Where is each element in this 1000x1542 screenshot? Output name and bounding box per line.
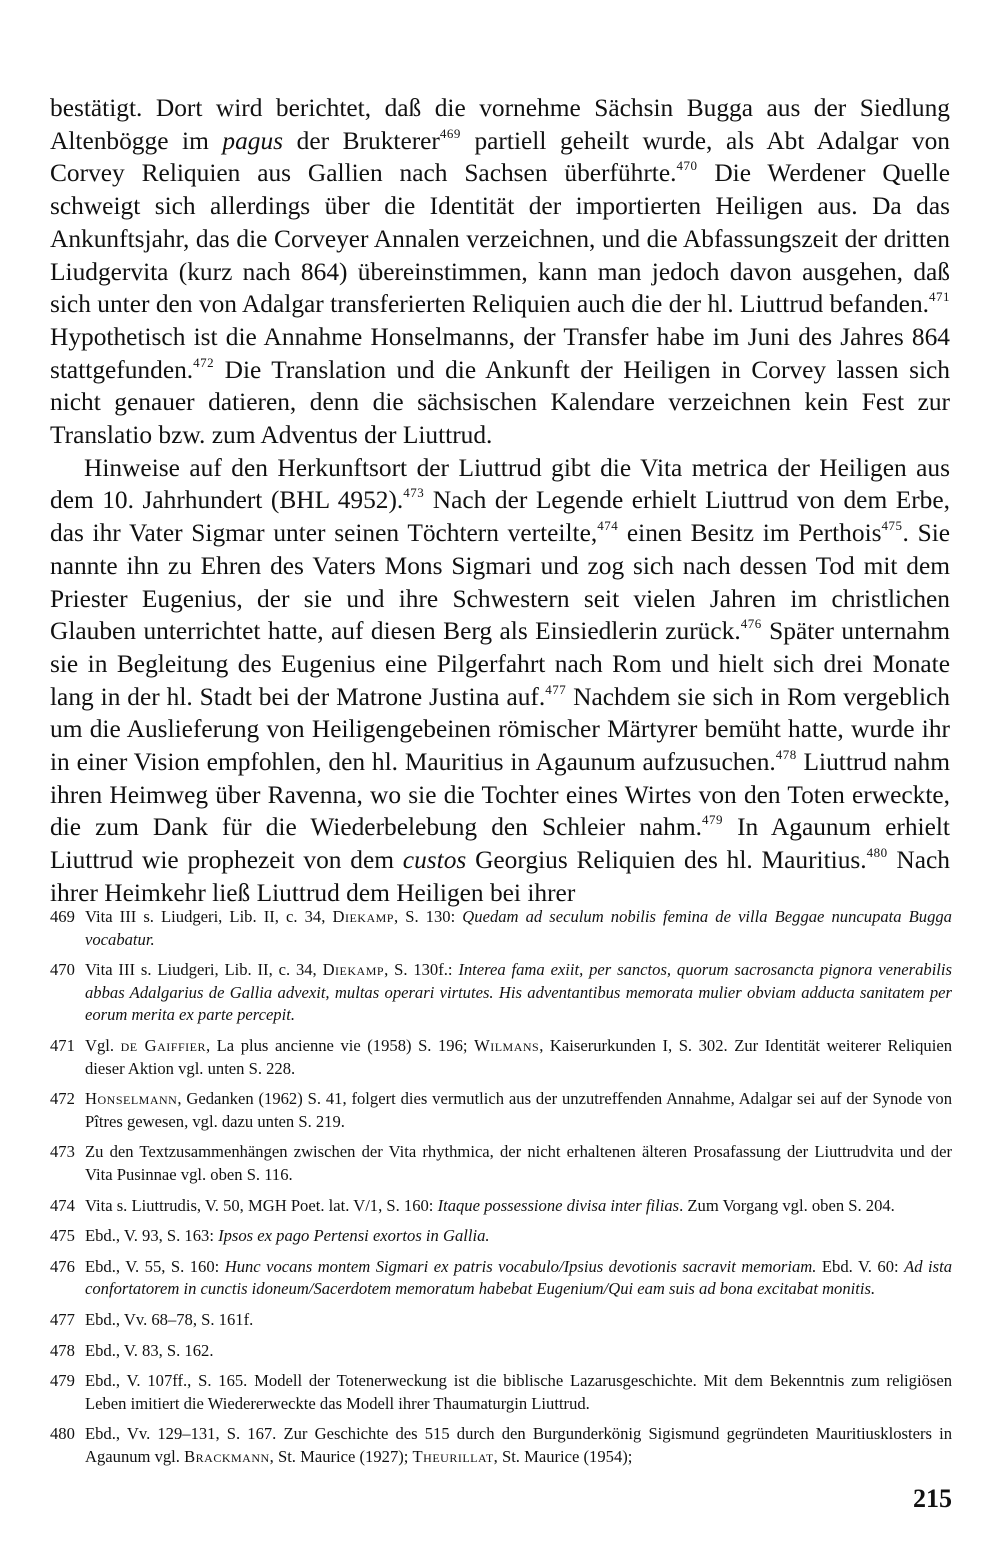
footnote-text: Ebd., V. 93, S. 163: — [85, 1226, 219, 1246]
footnote-ref-476[interactable]: 476 — [740, 616, 762, 632]
footnote-text: , S. 130: — [393, 907, 463, 926]
latin-quote: Interea fama exiit, per sanctos, quorum sacrosancta pignora venerabilis abbas Adalgarius de Gallia advexit, multas operari virtutes. His adventantibus memorata mulier obviam adducta sanitatem per eorum merita ex parte percepit. — [85, 960, 952, 1025]
page-number: 215 — [913, 1484, 952, 1513]
footnote-text: Ebd., Vv. 129–131, S. 167. Zur Geschichte des 515 durch den Burgunderkönig Sigismund gegründeten Mauritiusklosters in Agaunum vgl. — [85, 1424, 952, 1466]
footnote-ref-478[interactable]: 478 — [775, 747, 797, 763]
footnote-476 — [50, 1256, 952, 1301]
footnote-text: Vita III s. Liudgeri, Lib. II, c. 34, — [85, 960, 323, 980]
author-name: Wilmans — [474, 1035, 540, 1055]
text-span: Nach der Legende erhielt Liuttrud von dem Erbe, das ihr Vater Sigmar unter seinen Töchtern verteilte, — [50, 486, 950, 548]
footnote-number: 475 — [50, 1226, 75, 1246]
footnote-number: 480 — [50, 1424, 75, 1444]
text-span: einen Besitz im Perthois — [618, 519, 882, 548]
footnote-text: Ebd., V. 83, S. 162. — [85, 1340, 214, 1360]
text-span: partiell geheilt wurde, als Abt Adalgar von Corvey Reliquien aus Gallien nach Sachsen überführte. — [50, 126, 950, 188]
footnote-478 — [50, 1340, 952, 1363]
text-span: Die Translation und die Ankunft der Heiligen in Corvey lassen sich nicht genauer datieren, denn die sächsischen Kalendare verzeichnen kein Fest zur Translatio bzw. zum Adventus der Liuttrud. — [50, 355, 950, 450]
footnote-text: , Gedanken (1962) S. 41, folgert dies vermutlich aus der unzutreffenden Annahme, Adalgar sei auf der Synode von Pîtres gewesen, vgl. dazu unten S. 219. — [85, 1089, 952, 1131]
latin-quote: Ad ista confortatorem in cunctis idoneum/Sacerdotem memoratum habebat Eugenium/Qui eam suis ad bona excitabat monitis. — [85, 1256, 952, 1299]
footnote-ref-470[interactable]: 470 — [676, 158, 698, 174]
footnote-text: Vita s. Liuttrudis, V. 50, MGH Poet. lat. V/1, S. 160: — [85, 1195, 438, 1215]
footnote-477 — [50, 1309, 952, 1332]
footnote-text: , St. Maurice (1954); — [493, 1446, 633, 1466]
footnote-number: 471 — [50, 1035, 75, 1055]
text-span: Nachdem sie sich in Rom vergeblich um die Auslieferung von Heiligengebeinen römischer Märtyrer bemüht hatte, wurde ihr in einer Vision empfohlen, den hl. Mauritius in Agaunum aufzusuchen. — [50, 682, 950, 777]
footnote-ref-475[interactable]: 475 — [881, 518, 903, 534]
footnote-473 — [50, 1141, 952, 1186]
text-span: Georgius Reliquien des hl. Mauritius. — [466, 846, 867, 875]
text-span: Später unternahm sie in Begleitung des Eugenius eine Pilgerfahrt nach Rom und hielt sich drei Monate lang in der hl. Stadt bei der Matrone Justina auf. — [50, 617, 951, 711]
footnote-number: 473 — [50, 1142, 75, 1162]
latin-quote: Ipsos ex pago Pertensi exortos in Gallia. — [218, 1226, 490, 1246]
latin-quote: Quedam ad seculum nobilis femina de villa Beggae nuncupata Bugga vocabatur. — [85, 907, 952, 949]
footnote-text: Zu den Textzusammenhängen zwischen der Vita rhythmica, der nicht erhaltenen älteren Prosafassung der Liuttrudvita und der Vita Pusinnae vgl. oben S. 116. — [85, 1142, 952, 1184]
footnote-number: 477 — [50, 1309, 75, 1329]
footnote-ref-473[interactable]: 473 — [403, 485, 425, 501]
author-name: Theurillat — [412, 1446, 494, 1466]
text-span: bestätigt. Dort wird berichtet, daß die vornehme Sächsin Bugga aus der Siedlung Altenbögge im — [50, 94, 950, 155]
text-span: Liuttrud nahm ihren Heimweg über Ravenna, wo sie die Tochter eines Wirtes von den Toten erweckte, die zum Dank für die Wiederbelebung den Schleier nahm. — [50, 748, 950, 842]
footnote-470 — [50, 959, 952, 1027]
footnote-472 — [50, 1088, 952, 1133]
footnote-number: 479 — [50, 1371, 75, 1391]
emphasis-custos: custos — [402, 846, 467, 875]
footnote-text: , S. 130f.: — [384, 960, 459, 980]
text-span: der Brukterer — [283, 126, 440, 155]
footnotes-section — [50, 906, 952, 1476]
footnote-number: 474 — [50, 1195, 75, 1215]
footnote-ref-480[interactable]: 480 — [866, 845, 888, 861]
author-name: Brackmann — [184, 1446, 270, 1466]
paragraph-2 — [50, 452, 950, 910]
footnote-480 — [50, 1423, 952, 1468]
footnote-ref-469[interactable]: 469 — [439, 125, 461, 141]
latin-quote: Itaque possessione divisa inter filias — [437, 1195, 680, 1215]
footnote-475 — [50, 1225, 952, 1248]
paragraph-1 — [50, 92, 950, 452]
emphasis-pagus: pagus — [222, 126, 284, 155]
footnote-text: Ebd., V. 107ff., S. 165. Modell der Totenerweckung ist die biblische Lazarusgeschichte. Mit dem Bekenntnis zum religiösen Leben imitiert die Wiedererweckte das Modell ihrer Thaumaturgin Liuttrud. — [85, 1371, 952, 1413]
footnote-text: Ebd., V. 55, S. 160: — [85, 1256, 225, 1276]
footnote-ref-477[interactable]: 477 — [545, 681, 567, 697]
footnote-469 — [50, 906, 952, 951]
footnote-ref-471[interactable]: 471 — [929, 289, 950, 305]
text-span: Nach ihrer Heimkehr ließ Liuttrud dem Heiligen bei ihrer — [50, 846, 950, 907]
author-name: Diekamp — [322, 960, 385, 980]
footnote-number: 470 — [50, 960, 75, 980]
footnote-text: , La plus ancienne vie (1958) S. 196; — [205, 1035, 475, 1055]
author-name: Honselmann — [85, 1089, 178, 1109]
footnote-text: Ebd., Vv. 68–78, S. 161f. — [85, 1309, 254, 1329]
text-span: In Agaunum erhielt Liuttrud wie prophezeit von dem — [50, 813, 950, 875]
footnote-text: . Zum Vorgang vgl. oben S. 204. — [679, 1195, 895, 1215]
footnote-ref-472[interactable]: 472 — [193, 354, 215, 370]
footnote-471 — [50, 1035, 952, 1080]
footnote-text: , St. Maurice (1927); — [269, 1446, 413, 1466]
main-text — [50, 92, 950, 910]
footnote-479 — [50, 1370, 952, 1415]
footnote-text: , Kaiserurkunden I, S. 302. Zur Identität weiterer Reliquien dieser Aktion vgl. unten S. 228. — [85, 1035, 952, 1078]
footnote-number: 476 — [50, 1256, 75, 1276]
author-name: de Gaiffier — [120, 1035, 206, 1055]
latin-quote: Hunc vocans montem Sigmari ex patris vocabulo/Ipsius devotionis sacravit memoriam. — [224, 1256, 817, 1276]
footnote-text: Vgl. — [85, 1035, 121, 1055]
text-span: Hypothetisch ist die Annahme Honselmanns, der Transfer habe im Juni des Jahres 864 stattgefunden. — [50, 322, 950, 384]
footnote-text: Ebd. V. 60: — [816, 1256, 905, 1276]
footnote-ref-479[interactable]: 479 — [701, 812, 723, 828]
footnote-ref-474[interactable]: 474 — [597, 518, 619, 534]
footnote-number: 469 — [50, 907, 75, 926]
text-span: . Sie nannte ihn zu Ehren des Vaters Mons Sigmari und zog sich nach dessen Tod mit dem Priester Eugenius, der sie und ihre Schwestern seit vielen Jahren im christlichen Glauben unterrichtet hatte, auf diesen Berg als Einsiedlerin zurück. — [50, 519, 951, 646]
footnote-number: 478 — [50, 1340, 75, 1360]
text-span: Hinweise auf den Herkunftsort der Liuttrud gibt die Vita metrica der Heiligen aus dem 10. Jahrhundert (BHL 4952). — [50, 453, 950, 515]
footnote-474 — [50, 1195, 952, 1218]
author-name: Diekamp — [332, 907, 394, 926]
footnote-number: 472 — [50, 1089, 75, 1109]
text-span: Die Werdener Quelle schweigt sich allerdings über die Identität der importierten Heiligen aus. Da das Ankunftsjahr, das die Corveyer Annalen verzeichnen, und die Abfassungszeit der dritten Liudgervita (kurz nach 864) übereinstimmen, kann man jedoch davon ausgehen, daß sich unter den von Adalgar transferierten Reliquien auch die der hl. Liuttrud befanden. — [50, 159, 951, 319]
footnote-text: Vita III s. Liudgeri, Lib. II, c. 34, — [85, 907, 333, 926]
